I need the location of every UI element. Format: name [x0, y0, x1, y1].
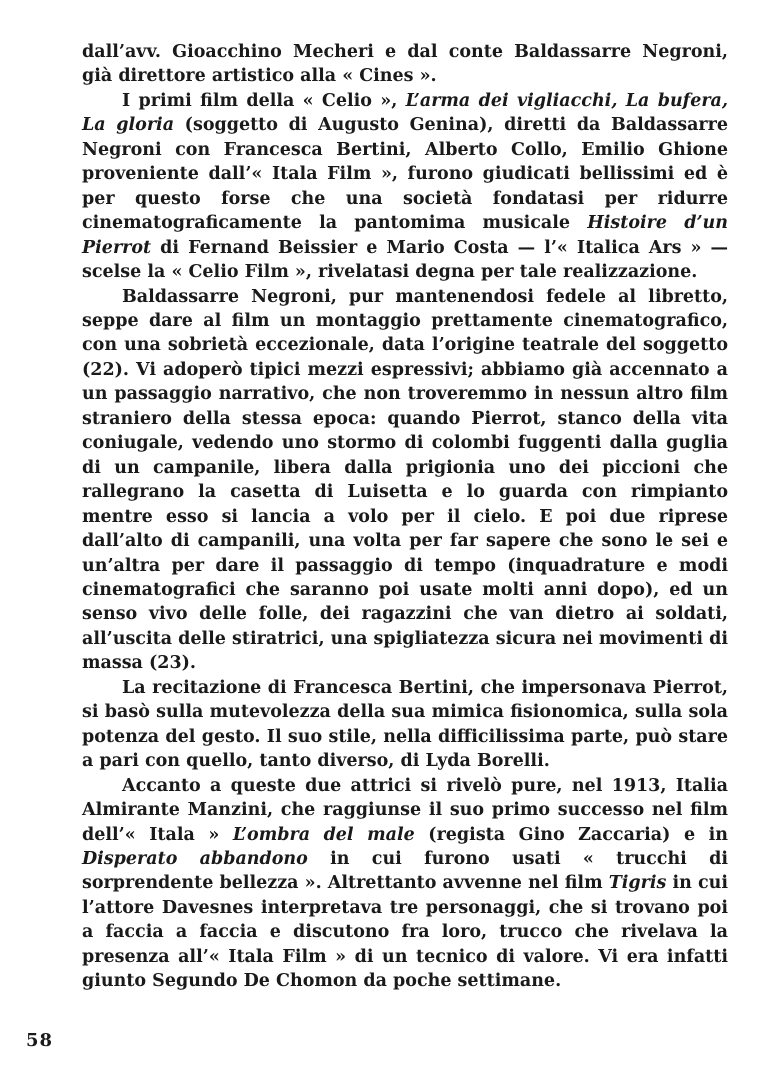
text-segment: (soggetto di Augusto Genina), diretti da Baldassarre Negroni con Francesca Bertini, Alberto Collo, Emilio Ghione proveniente dall’« Itala Film », furono giudicati bellissimi ed è per questo forse che una società fondatasi per ridurre cinematograficamente la pantomima musicale	[82, 115, 728, 234]
film-title: Histoire d’un Pierrot	[82, 213, 728, 258]
paragraph-3	[82, 285, 728, 676]
paragraph-2	[82, 89, 728, 285]
body-text	[82, 40, 728, 994]
text-segment: (regista Gino Zaccaria) e in	[414, 824, 728, 845]
text-segment: in cui l’attore Davesnes interpretava tre personaggi, che si trovano poi a faccia a faccia e discutono fra loro, trucco che rivelava la presenza all’« Itala Film » di un tecnico di valore. Vi era infatti giunto Segundo De Chomon da poche settimane.	[82, 873, 728, 992]
text-segment: di Fernand Beissier e Mario Costa — l’« Italica Ars » — scelse la « Celio Film », rivelatasi degna per tale realizzazione.	[82, 237, 728, 283]
text-segment: I primi film della « Celio »,	[122, 90, 406, 111]
text-segment: dall’avv. Gioacchino Mecheri e dal conte Baldassarre Negroni, già direttore artistico alla « Cines ».	[82, 42, 728, 87]
film-title: L’ombra del male	[232, 824, 415, 845]
text-segment: La recitazione di Francesca Bertini, che impersonava Pierrot, si basò sulla mutevolezza della sua mimica fisionomica, sulla sola potenza del gesto. Il suo stile, nella difficilissima parte, può stare a pari con quello, tanto diverso, di Lyda Borelli.	[82, 677, 728, 772]
film-title: Tigris	[608, 873, 667, 894]
text-segment: Baldassarre Negroni, pur mantenendosi fedele al libretto, seppe dare al film un montaggio prettamente cinematografico, con una sobrietà eccezionale, data l’origine teatrale del soggetto (22). Vi adoperò tipici mezzi espressivi; abbiamo già accennato a un passaggio narrativo, che non troveremmo in nessun altro film straniero della stessa epoca: quando Pierrot, stanco della vita coniugale, vedendo uno stormo di colombi fuggenti dalla guglia di un campanile, libera dalla prigionia uno dei piccioni che rallegrano la casetta di Luisetta e lo guarda con rimpianto mentre esso si lancia a volo per il cielo. E poi due riprese dall’alto di campanili, una volta per far sapere che sono le sei e un’altra per dare il passaggio di tempo (inquadrature e modi cinematografici che saranno poi usate molti anni dopo), ed un senso vivo delle folle, dei ragazzini che van dietro ai soldati, all’uscita delle stiratrici, una spigliatezza sicura nei movimenti di massa (23).	[82, 286, 728, 674]
paragraph-5	[82, 774, 728, 994]
page-number: 58	[26, 1030, 54, 1051]
film-title: L’arma dei vigliacchi, La bufera, La gloria	[82, 90, 728, 136]
paragraph-1	[82, 40, 728, 89]
text-segment: in cui furono usati « trucchi di sorprendente bellezza ». Altrettanto avvenne nel film	[82, 848, 729, 894]
film-title: Disperato abbandono	[82, 848, 308, 869]
text-segment: Accanto a queste due attrici si rivelò pure, nel 1913, Italia Almirante Manzini, che raggiunse il suo primo successo nel film dell’« Itala »	[82, 775, 728, 845]
paragraph-4	[82, 676, 728, 774]
